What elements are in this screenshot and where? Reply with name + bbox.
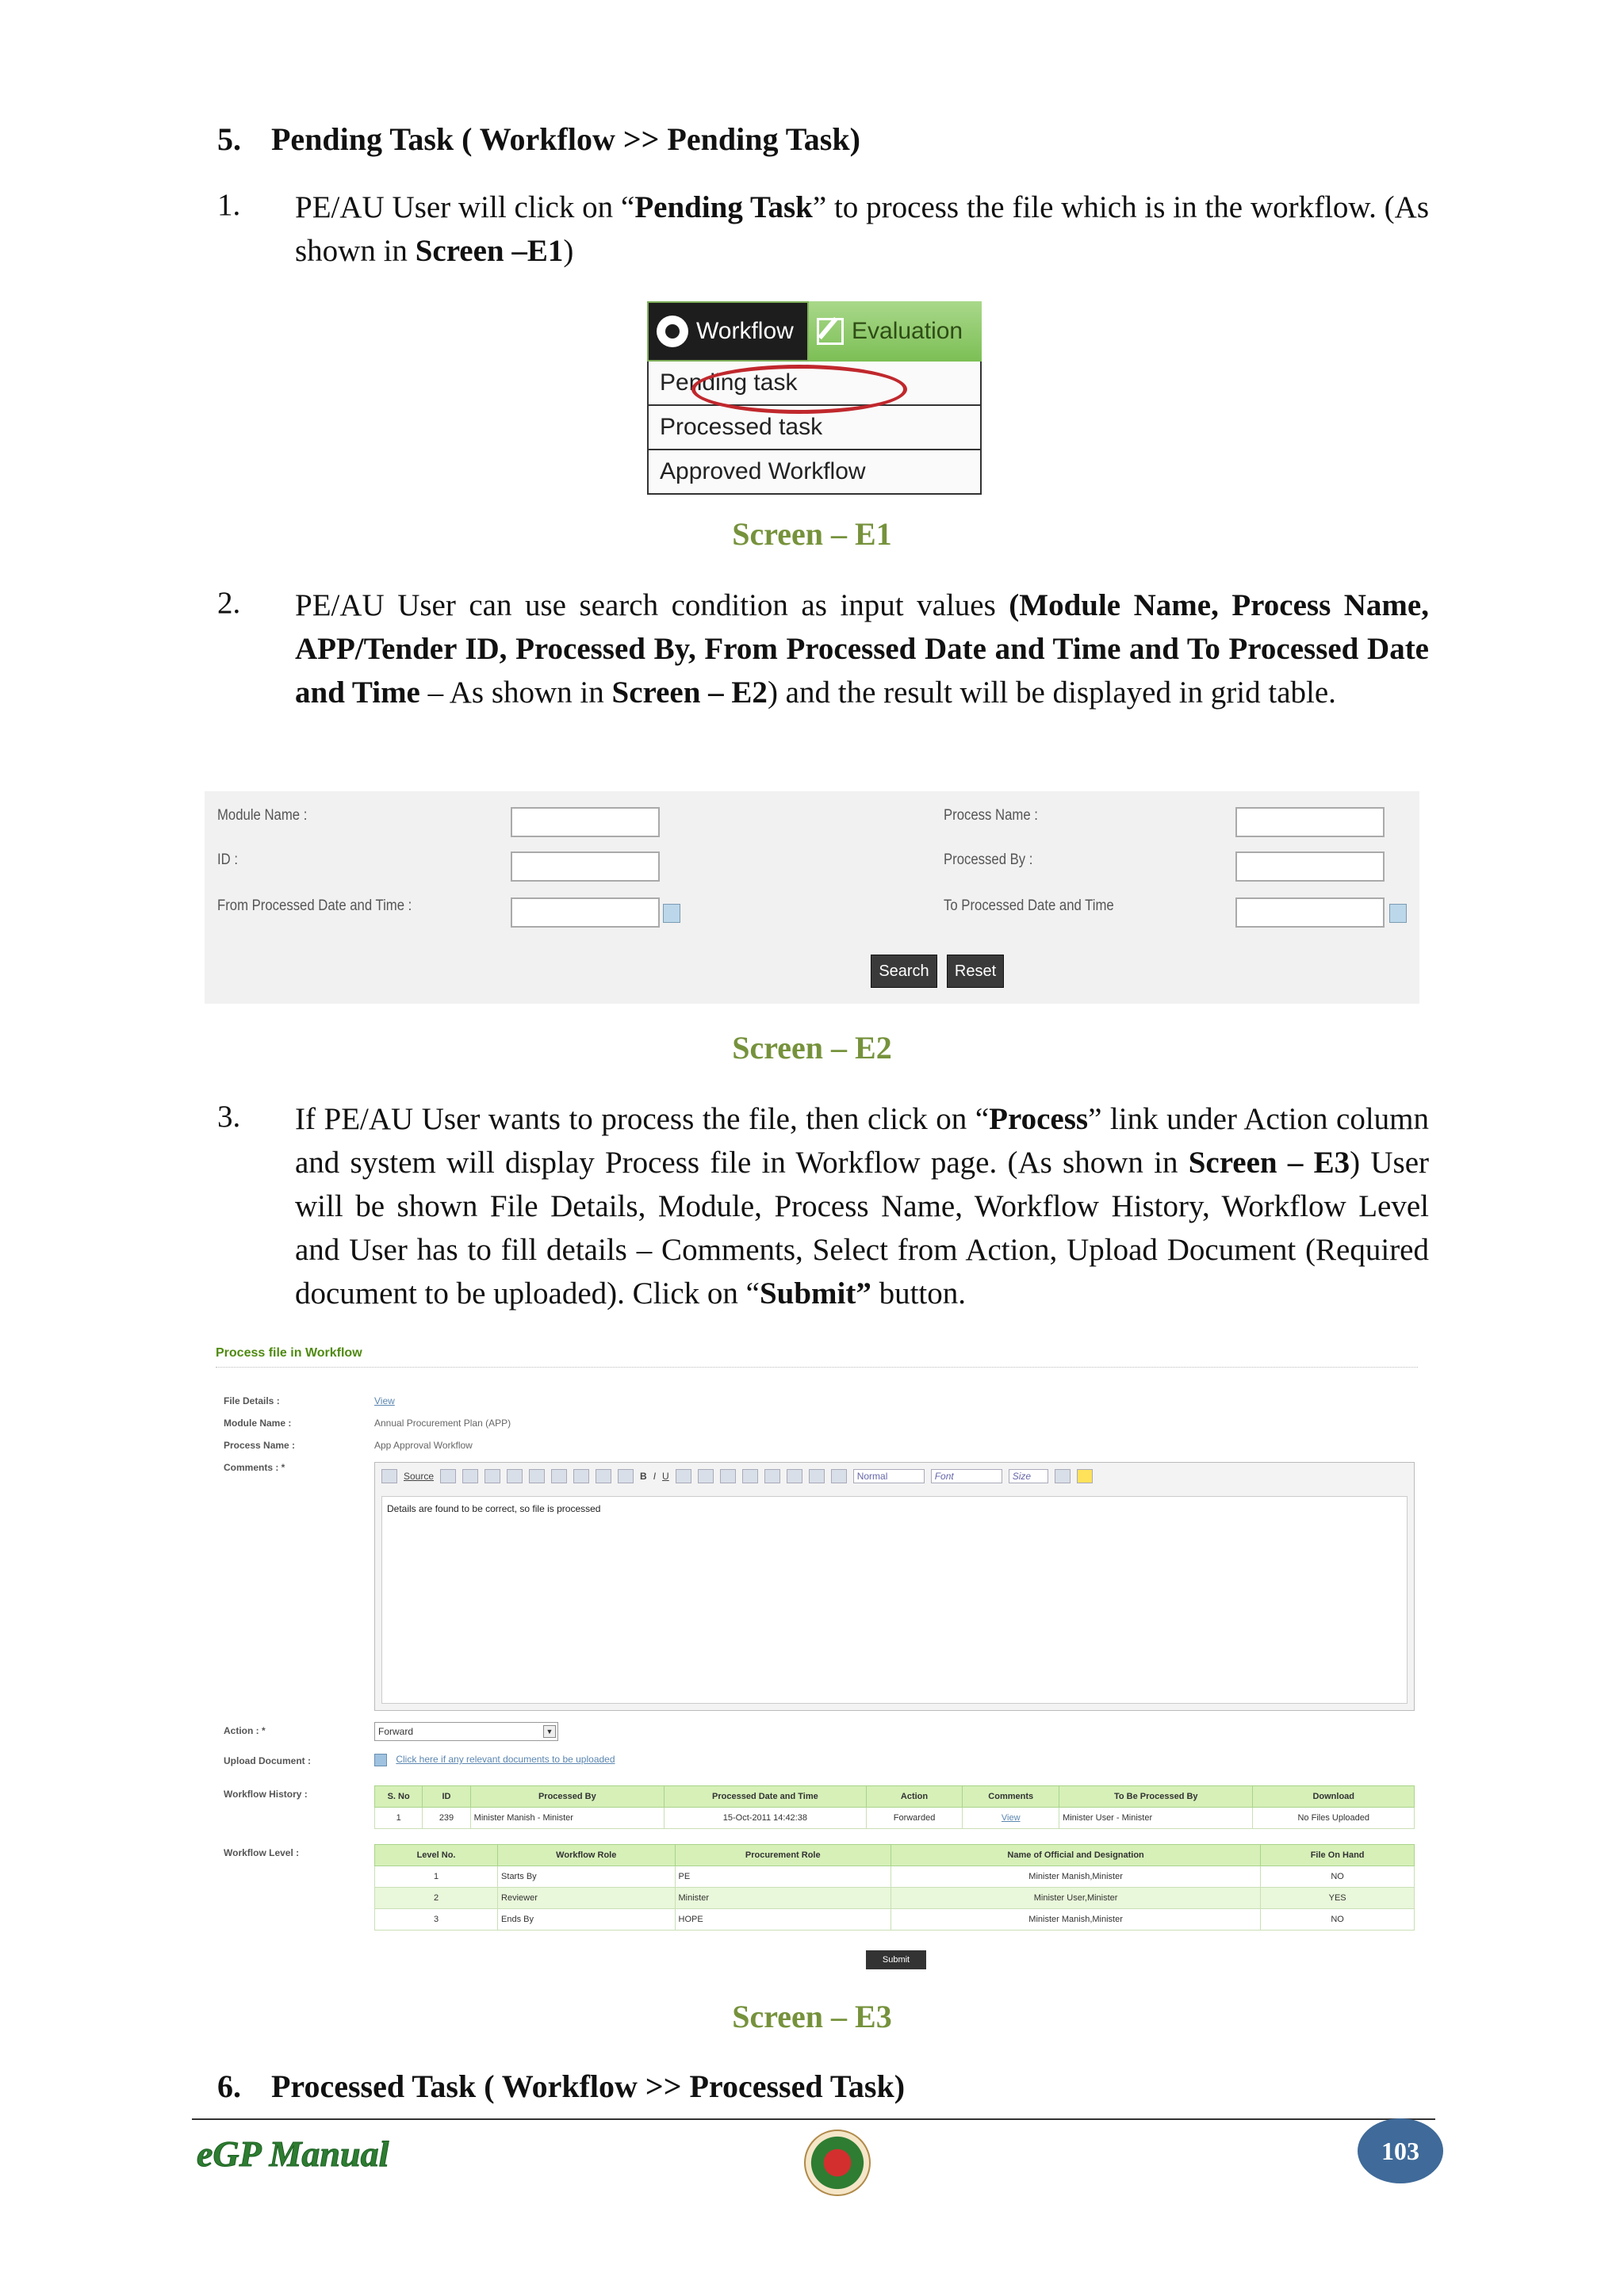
calendar-icon[interactable] bbox=[1389, 904, 1407, 923]
upload-icon bbox=[374, 1754, 387, 1766]
evaluation-tab[interactable] bbox=[809, 301, 982, 362]
source-button[interactable]: Source bbox=[404, 1471, 435, 1482]
item-3-number: 3. bbox=[217, 1100, 241, 1134]
bullet-list-icon[interactable] bbox=[551, 1469, 567, 1483]
screen-e3-process-file bbox=[208, 1334, 1421, 1984]
column-header: To Be Processed By bbox=[1059, 1786, 1253, 1808]
screen-e2-search-form bbox=[205, 791, 1419, 1004]
text: PE/AU User can use search condition as input values bbox=[295, 588, 1009, 622]
evaluation-tab-label: Evaluation bbox=[852, 318, 963, 344]
column-header: Comments bbox=[963, 1786, 1059, 1808]
edit-icon bbox=[817, 318, 844, 345]
upload-document-link[interactable]: Click here if any relevant documents to be uploaded bbox=[396, 1754, 615, 1766]
workflow-history-label: Workflow History : bbox=[224, 1789, 308, 1800]
table-cell: HOPE bbox=[675, 1909, 891, 1931]
text: – As shown in bbox=[419, 675, 612, 710]
bold-text: Process bbox=[989, 1102, 1089, 1136]
calendar-icon[interactable] bbox=[663, 904, 680, 923]
column-header: Level No. bbox=[375, 1845, 498, 1866]
table-cell: YES bbox=[1261, 1888, 1415, 1909]
module-name-input[interactable] bbox=[511, 807, 660, 837]
table-cell: 2 bbox=[375, 1888, 498, 1909]
numbered-list-icon[interactable] bbox=[529, 1469, 545, 1483]
align-left-icon[interactable] bbox=[676, 1469, 691, 1483]
item-2-text bbox=[295, 584, 1429, 714]
column-header: ID bbox=[423, 1786, 470, 1808]
id-label: ID : bbox=[217, 851, 239, 868]
menu-item-pending-task[interactable]: Pending task bbox=[647, 362, 982, 406]
reset-button[interactable]: Reset bbox=[947, 955, 1004, 988]
item-2-number: 2. bbox=[217, 586, 241, 620]
workflow-history-table bbox=[374, 1785, 1415, 1829]
column-header: Processed Date and Time bbox=[665, 1786, 867, 1808]
upload-row bbox=[374, 1754, 615, 1766]
editor-toolbar bbox=[375, 1463, 1414, 1490]
caption-e2: Screen – E2 bbox=[732, 1030, 892, 1066]
process-name-value: App Approval Workflow bbox=[374, 1440, 473, 1451]
section-title: Pending Task ( Workflow >> Pending Task) bbox=[271, 121, 860, 157]
table-cell: Minister User,Minister bbox=[891, 1888, 1260, 1909]
footer-divider bbox=[192, 2118, 1435, 2120]
workflow-level-table bbox=[374, 1844, 1415, 1931]
comments-editor bbox=[374, 1462, 1415, 1711]
file-details-label: File Details : bbox=[224, 1395, 280, 1406]
comments-textarea[interactable]: Details are found to be correct, so file is processed bbox=[381, 1496, 1408, 1704]
action-select[interactable] bbox=[374, 1722, 558, 1741]
processed-by-input[interactable] bbox=[1235, 851, 1385, 882]
module-name-label: Module Name : bbox=[217, 807, 308, 824]
table-cell: 239 bbox=[423, 1808, 470, 1829]
page-title: Process file in Workflow bbox=[216, 1346, 362, 1360]
table-cell: PE bbox=[675, 1866, 891, 1888]
item-1-number: 1. bbox=[217, 188, 241, 222]
comments-view-link[interactable]: View bbox=[963, 1808, 1059, 1829]
table-cell: Starts By bbox=[498, 1866, 675, 1888]
bold-text: Screen – E3 bbox=[1188, 1146, 1350, 1180]
bold-icon[interactable]: B bbox=[640, 1471, 647, 1482]
text: PE/AU User will click on “ bbox=[295, 190, 635, 224]
column-header: Name of Official and Designation bbox=[891, 1845, 1260, 1866]
table-row bbox=[375, 1909, 1415, 1931]
table-cell: 1 bbox=[375, 1866, 498, 1888]
bold-text: Submit” bbox=[759, 1276, 871, 1311]
text: ) User will be shown File Details, Module, Process Name, Workflow History, Workflow Level and User has to fill details – Comments, Select from Action, Upload Document (Required document to be uploaded). Click on “ bbox=[295, 1146, 1429, 1311]
table-cell: 3 bbox=[375, 1909, 498, 1931]
table-row bbox=[375, 1808, 1415, 1829]
copy-icon[interactable] bbox=[462, 1469, 478, 1483]
to-date-label: To Processed Date and Time bbox=[944, 897, 1114, 914]
section-5-heading bbox=[217, 121, 860, 158]
column-header: Download bbox=[1253, 1786, 1415, 1808]
table-cell: Minister User - Minister bbox=[1059, 1808, 1253, 1829]
action-label: Action : * bbox=[224, 1725, 266, 1736]
menu-item-processed-task[interactable]: Processed task bbox=[647, 406, 982, 450]
table-cell: Minister Manish - Minister bbox=[470, 1808, 664, 1829]
module-name-label: Module Name : bbox=[224, 1418, 292, 1429]
print-icon[interactable] bbox=[573, 1469, 589, 1483]
submit-button[interactable]: Submit bbox=[866, 1950, 926, 1969]
table-cell: Ends By bbox=[498, 1909, 675, 1931]
table-cell: Forwarded bbox=[866, 1808, 963, 1829]
italic-icon[interactable]: I bbox=[653, 1471, 657, 1482]
comments-label: Comments : * bbox=[224, 1462, 285, 1473]
text: button. bbox=[871, 1276, 966, 1311]
column-header: Processed By bbox=[470, 1786, 664, 1808]
format-select[interactable]: Normal bbox=[853, 1469, 925, 1483]
processed-by-label: Processed By : bbox=[944, 851, 1033, 868]
text: If PE/AU User wants to process the file, then click on “ bbox=[295, 1102, 990, 1136]
redo-icon[interactable] bbox=[618, 1469, 634, 1483]
table-cell: No Files Uploaded bbox=[1253, 1808, 1415, 1829]
menu-item-approved-workflow[interactable]: Approved Workflow bbox=[647, 450, 982, 495]
column-header: File On Hand bbox=[1261, 1845, 1415, 1866]
image-icon[interactable] bbox=[787, 1469, 802, 1483]
text: ) and the result will be displayed in grid table. bbox=[767, 675, 1336, 710]
column-header: Action bbox=[866, 1786, 963, 1808]
align-right-icon[interactable] bbox=[720, 1469, 736, 1483]
workflow-tab-label: Workflow bbox=[696, 318, 794, 344]
process-name-label: Process Name : bbox=[944, 807, 1038, 824]
text-color-icon[interactable] bbox=[1055, 1469, 1071, 1483]
item-1-text bbox=[295, 186, 1429, 273]
egp-manual-logo: eGP Manual bbox=[197, 2133, 389, 2174]
section-number: 5. bbox=[217, 121, 241, 157]
paste-word-icon[interactable] bbox=[507, 1469, 523, 1483]
section-title: Processed Task ( Workflow >> Processed Task) bbox=[271, 2068, 906, 2104]
to-date-input[interactable] bbox=[1235, 897, 1385, 928]
file-details-view-link[interactable]: View bbox=[374, 1395, 395, 1406]
section-number: 6. bbox=[217, 2068, 241, 2104]
caption-e1: Screen – E1 bbox=[732, 516, 892, 552]
column-header: Workflow Role bbox=[498, 1845, 675, 1866]
bold-text: Pending Task bbox=[634, 190, 813, 224]
table-cell: Minister bbox=[675, 1888, 891, 1909]
size-select[interactable]: Size bbox=[1009, 1469, 1048, 1483]
from-date-label: From Processed Date and Time : bbox=[217, 897, 412, 914]
process-name-label: Process Name : bbox=[224, 1440, 296, 1451]
bold-text: (Module Name, Process Name, APP/Tender ID, Processed By, From Processed Date and Time and To Processed Date and Time bbox=[295, 588, 1429, 710]
table-cell: NO bbox=[1261, 1866, 1415, 1888]
background-color-icon[interactable] bbox=[1077, 1469, 1093, 1483]
table-cell: NO bbox=[1261, 1909, 1415, 1931]
table-cell: 15-Oct-2011 14:42:38 bbox=[665, 1808, 867, 1829]
workflow-level-label: Workflow Level : bbox=[224, 1847, 300, 1858]
text: ) bbox=[563, 234, 574, 268]
divider bbox=[216, 1367, 1418, 1368]
bold-text: Screen – E2 bbox=[611, 675, 768, 710]
source-icon bbox=[381, 1469, 397, 1483]
text: ” to process the file which is in the workflow. (As shown in bbox=[295, 190, 1429, 268]
spellcheck-icon[interactable] bbox=[764, 1469, 780, 1483]
search-button[interactable]: Search bbox=[871, 955, 937, 988]
cut-icon[interactable] bbox=[440, 1469, 456, 1483]
workflow-icon bbox=[657, 316, 688, 347]
table-row bbox=[375, 1866, 1415, 1888]
government-seal-icon bbox=[804, 2130, 871, 2196]
paste-icon[interactable] bbox=[485, 1469, 500, 1483]
chevron-down-icon: ▼ bbox=[543, 1725, 556, 1738]
caption-e3: Screen – E3 bbox=[732, 1999, 892, 2034]
justify-icon[interactable] bbox=[742, 1469, 758, 1483]
bold-text: Screen –E1 bbox=[415, 234, 564, 268]
table-icon[interactable] bbox=[809, 1469, 825, 1483]
workflow-tab[interactable] bbox=[647, 301, 809, 362]
table-cell: Minister Manish,Minister bbox=[891, 1866, 1260, 1888]
from-date-input[interactable] bbox=[511, 897, 660, 928]
page-number: 103 bbox=[1358, 2118, 1443, 2183]
highlight-oval bbox=[691, 365, 907, 414]
upload-document-label: Upload Document : bbox=[224, 1755, 311, 1766]
action-selected-value: Forward bbox=[378, 1726, 414, 1737]
underline-icon[interactable]: U bbox=[662, 1471, 669, 1482]
align-center-icon[interactable] bbox=[698, 1469, 714, 1483]
id-input[interactable] bbox=[511, 851, 660, 882]
item-3-text bbox=[295, 1097, 1429, 1315]
column-header: S. No bbox=[375, 1786, 423, 1808]
module-name-value: Annual Procurement Plan (APP) bbox=[374, 1418, 511, 1429]
horizontal-rule-icon[interactable] bbox=[831, 1469, 847, 1483]
table-cell: Minister Manish,Minister bbox=[891, 1909, 1260, 1931]
undo-icon[interactable] bbox=[596, 1469, 611, 1483]
table-row bbox=[375, 1888, 1415, 1909]
text: ” link under Action column and system will display Process file in Workflow page. (As shown in bbox=[295, 1102, 1429, 1180]
column-header: Procurement Role bbox=[675, 1845, 891, 1866]
table-cell: Reviewer bbox=[498, 1888, 675, 1909]
process-name-input[interactable] bbox=[1235, 807, 1385, 837]
font-select[interactable]: Font bbox=[931, 1469, 1002, 1483]
section-6-heading bbox=[217, 2068, 905, 2105]
table-cell: 1 bbox=[375, 1808, 423, 1829]
